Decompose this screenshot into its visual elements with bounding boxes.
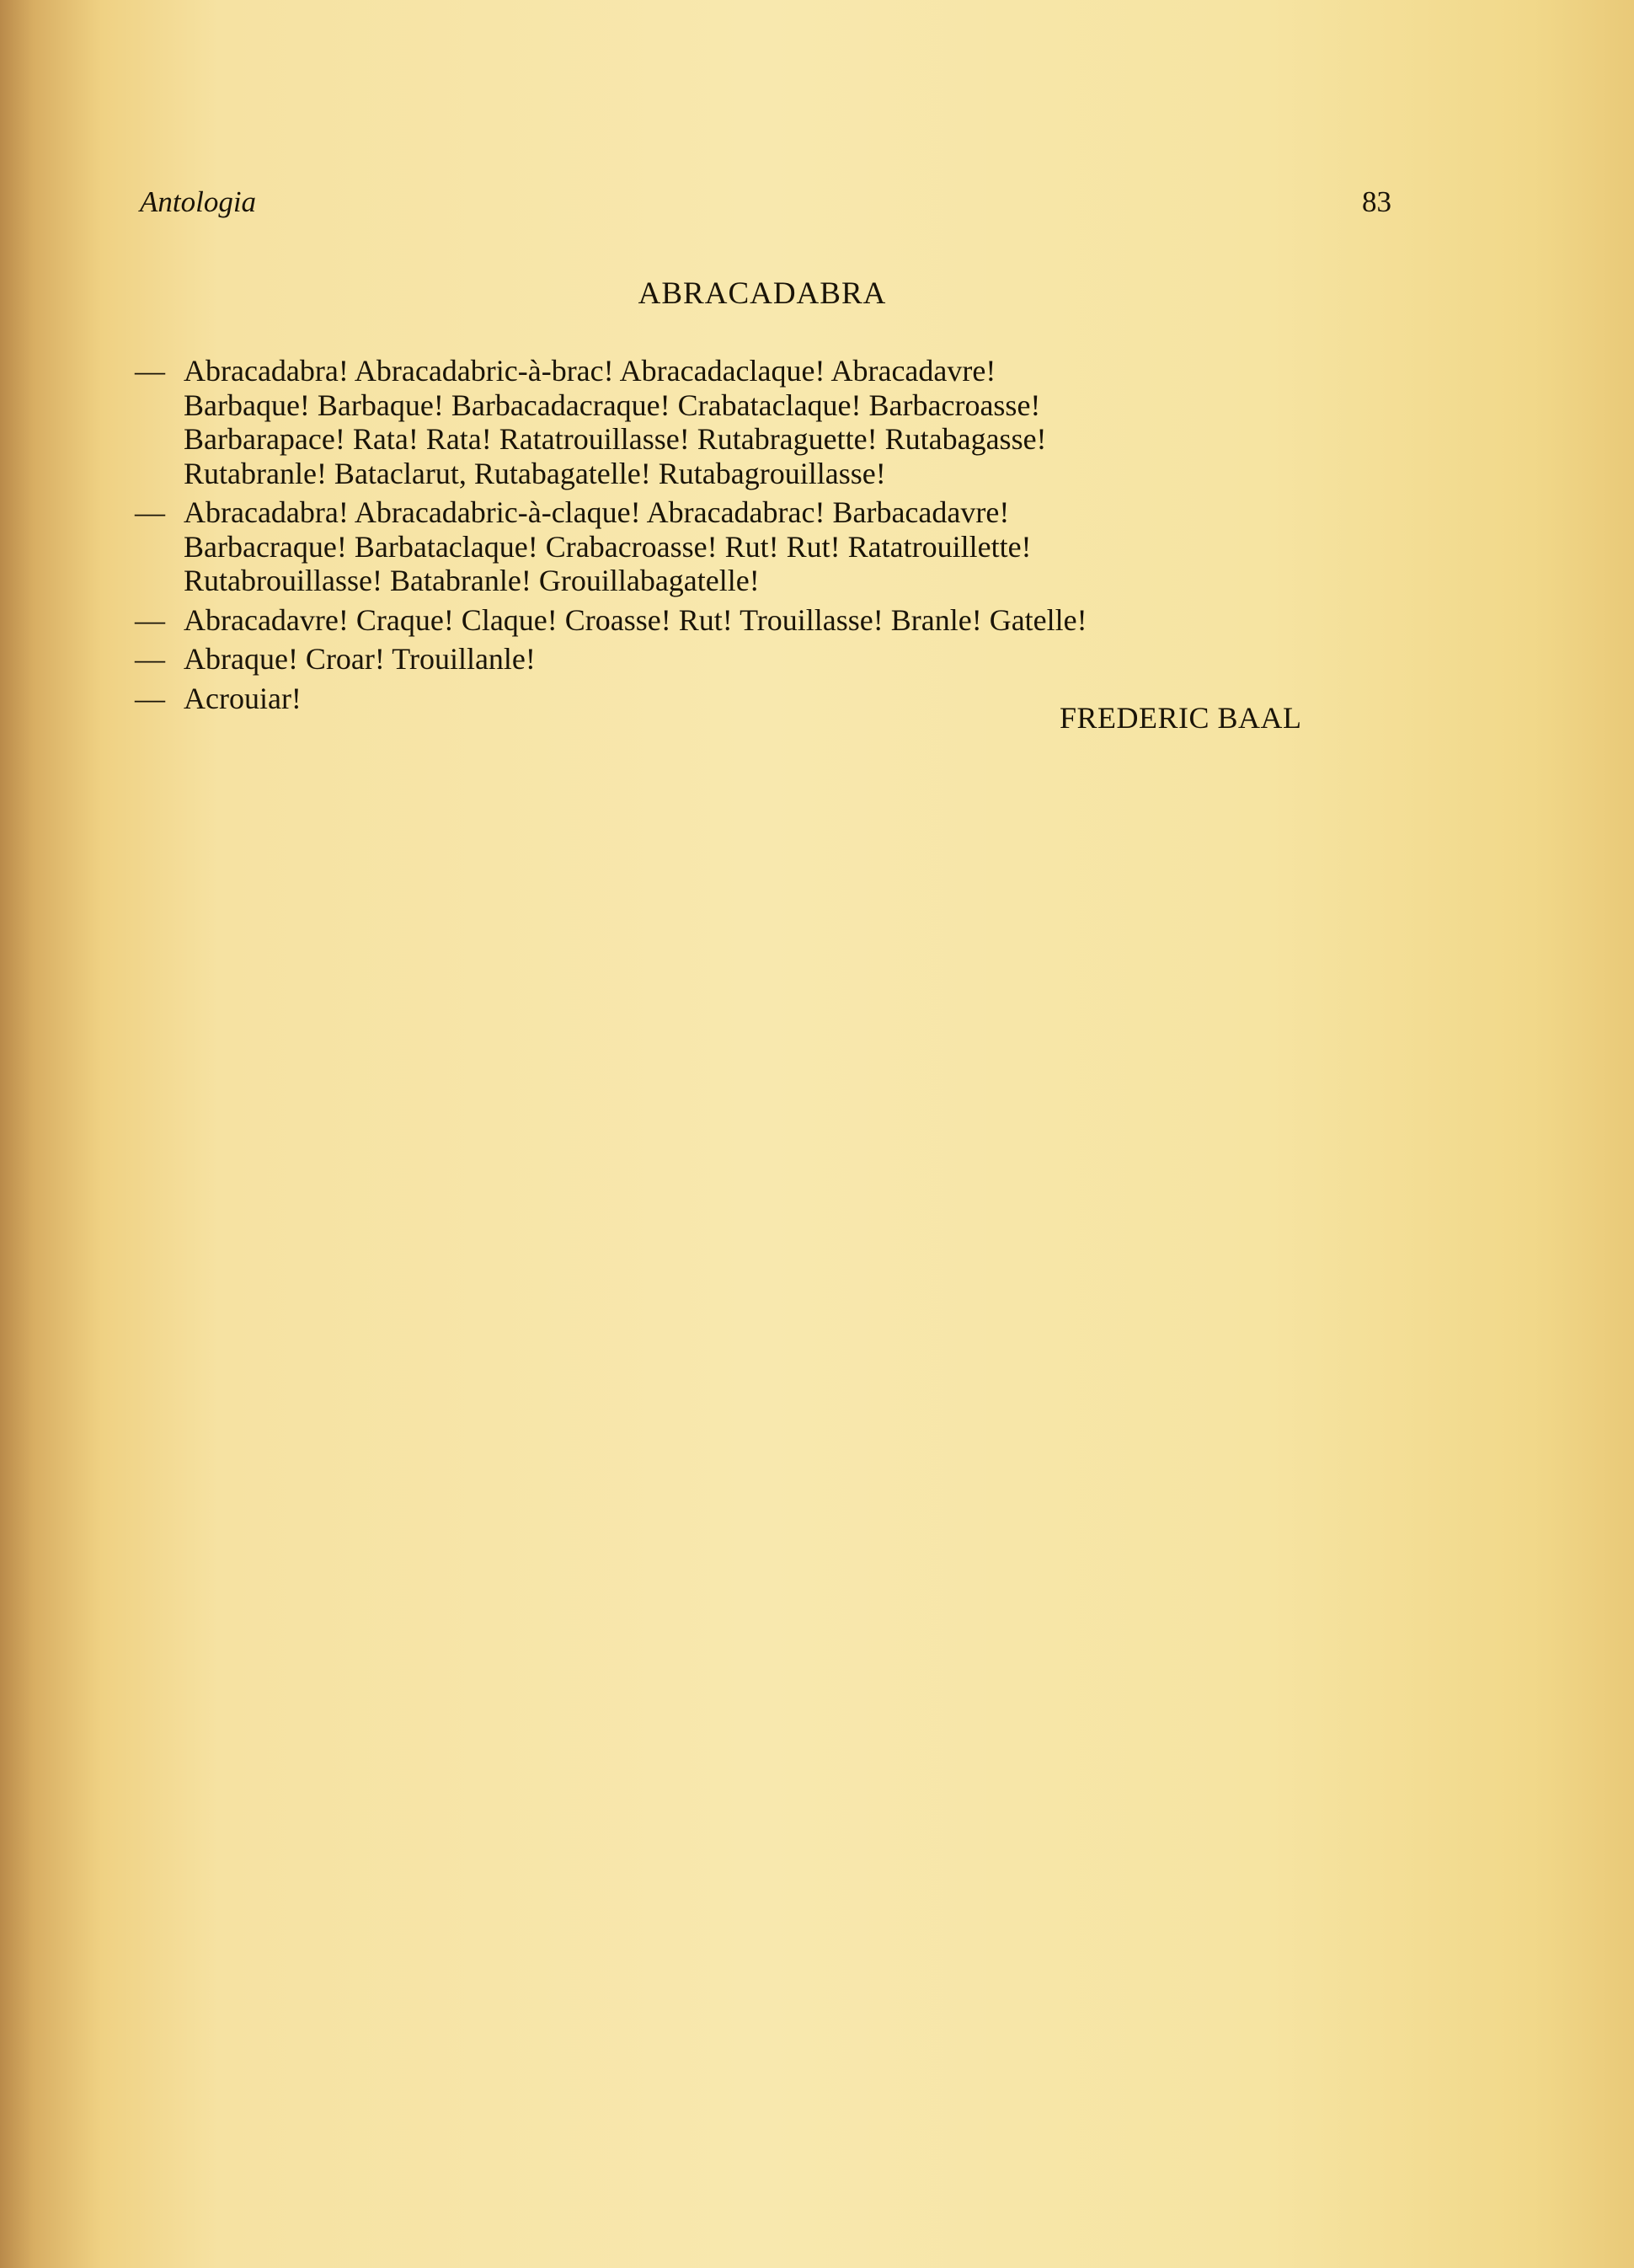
stanza-dash: — (135, 602, 165, 637)
verse-line: Abracadavre! Craque! Claque! Croasse! Rut! Trouillasse! Branle! Gatelle! (184, 602, 1087, 637)
stanza-dash: — (135, 495, 165, 529)
verse-line: Barbacraque! Barbataclaque! Crabacroasse! Rut! Rut! Ratatrouillette! (184, 529, 1032, 564)
stanza-dash: — (135, 354, 165, 388)
verse-line: Rutabrouillasse! Batabranle! Grouillabagatelle! (184, 564, 760, 597)
verse-line: Barbaque! Barbaque! Barbacadacraque! Crabataclaque! Barbacroasse! (184, 388, 1041, 422)
stanza (135, 495, 1364, 598)
poem-body (135, 354, 1364, 720)
stanza (135, 642, 1364, 677)
stanza (135, 603, 1364, 638)
verse-line: Rutabranle! Bataclarut, Rutabagatelle! Rutabagrouillasse! (184, 456, 886, 490)
verse-line: Abracadabra! Abracadabric-à-brac! Abracadaclaque! Abracadavre! (184, 354, 996, 388)
stanza-dash: — (135, 681, 165, 715)
running-title: Antologia (140, 185, 257, 218)
verse-line: Barbarapace! Rata! Rata! Ratatrouillasse! Rutabraguette! Rutabagasse! (184, 422, 1047, 456)
poem-title: ABRACADABRA (638, 276, 887, 311)
verse-line: Abracadabra! Abracadabric-à-claque! Abracadabrac! Barbacadavre! (184, 495, 1010, 529)
poem-author: FREDERIC BAAL (1060, 701, 1302, 735)
stanza-dash: — (135, 642, 165, 676)
verse-line: Acrouiar! (184, 681, 302, 715)
stanza (135, 354, 1364, 490)
verse-line: Abraque! Croar! Trouillanle! (184, 642, 536, 676)
page-number: 83 (1362, 185, 1391, 218)
